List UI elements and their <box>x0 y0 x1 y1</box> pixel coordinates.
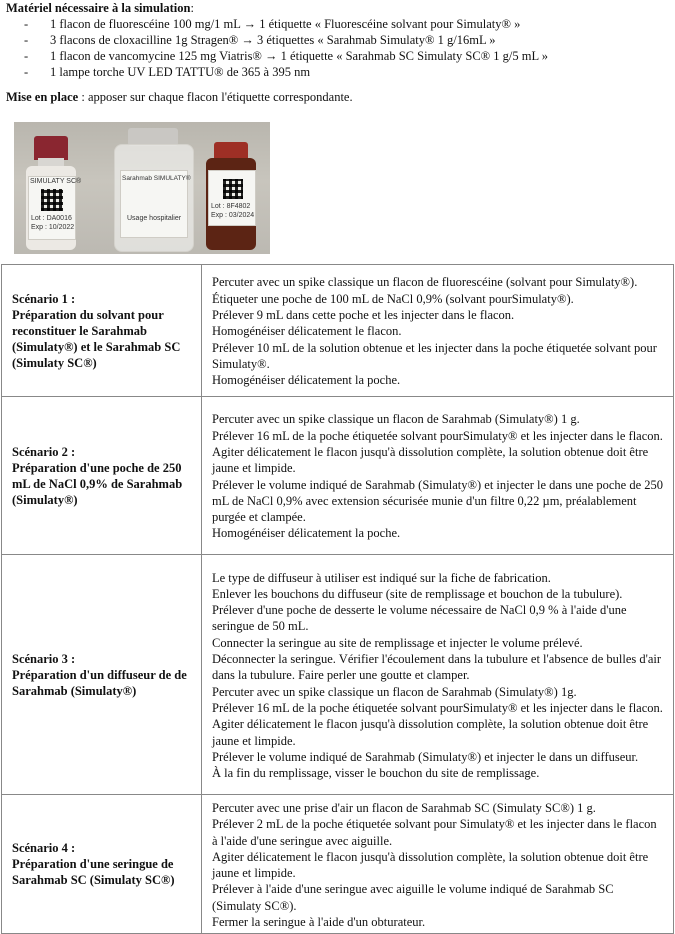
material-text: 1 flacon de vancomycine 125 mg Viatris® → 1 étiquette « Sarahmab SC Simulaty SC® 1 g/5 mL » <box>50 49 549 63</box>
scenario-step: Agiter délicatement le flacon jusqu'à dissolution complète, la solution obtenue doit être jaune et limpide. <box>212 717 649 748</box>
datamatrix-code <box>223 179 243 199</box>
vial-simulaty-sc <box>26 136 82 250</box>
scenario-step: Agiter délicatement le flacon jusqu'à dissolution complète, la solution obtenue doit être jaune et limpide. <box>212 849 649 881</box>
scenario-title-cell <box>2 397 202 555</box>
scenario-step: Prélever 9 mL dans cette poche et les injecter dans le flacon. <box>212 308 515 323</box>
material-text: 1 flacon de fluorescéine 100 mg/1 mL → 1 étiquette « Fluorescéine solvant pour Simulaty® » <box>50 17 521 31</box>
scenario-steps-cell <box>202 265 674 397</box>
scenario-number: Scénario 2 : <box>12 444 76 459</box>
scenario-step: Enlever les bouchons du diffuseur (site de remplissage et bouchon de la tubulure). <box>212 586 623 601</box>
scenario-number: Scénario 3 : <box>12 651 76 666</box>
scenario-step: Le type de diffuseur à utiliser est indiqué sur la fiche de fabrication. <box>212 570 551 585</box>
scenario-step: Percuter avec un spike classique un flacon de fluorescéine (solvant pour Simulaty®). <box>212 275 638 290</box>
scenario-steps-cell <box>202 555 674 795</box>
datamatrix-code <box>41 189 63 211</box>
scenario-step: Prélever d'une poche de desserte le volume nécessaire de NaCl 0,9 % à l'aide d'une seringue de 50 mL. <box>212 603 627 634</box>
list-dash: - <box>24 65 29 79</box>
scenario-step: Percuter avec un spike classique un flacon de Sarahmab (Simulaty®) 1g. <box>212 684 577 699</box>
setup-label: Mise en place <box>6 90 79 104</box>
material-item <box>6 32 666 48</box>
scenario-steps-cell <box>202 795 674 934</box>
scenario-step: Prélever 16 mL de la poche étiquetée solvant pourSimulaty® et les injecter dans le flacon. <box>212 700 663 715</box>
vial-label <box>28 176 82 240</box>
setup-text: : apposer sur chaque flacon l'étiquette correspondante. <box>78 90 353 104</box>
scenario-title-cell <box>2 555 202 795</box>
vial-cap <box>34 136 68 160</box>
scenario-title: Préparation d'une poche de 250 mL de NaCl 0,9% de Sarahmab (Simulaty®) <box>12 460 183 507</box>
scenario-step: Prélever le volume indiqué de Sarahmab (Simulaty®) et injecter le dans une poche de 250 mL de NaCl 0,9% avec extension sécurisée munie d'un filtre 0,22 µm, préalablement purgée et clampée. <box>212 477 664 525</box>
scenario-title-cell <box>2 265 202 397</box>
vials-photo <box>14 122 270 254</box>
scenario-step: Percuter avec une prise d'air un flacon de Sarahmab SC (Simulaty SC®) 1 g. <box>212 801 596 815</box>
vial-label-exp: Exp : 03/2024 <box>211 212 255 219</box>
vial-label-title: SIMULATY SC® <box>30 178 82 185</box>
materials-heading <box>6 0 666 16</box>
list-dash: - <box>24 33 29 47</box>
scenario-step: À la fin du remplissage, visser le bouchon du site de remplissage. <box>212 766 540 781</box>
scenario-row <box>2 265 674 397</box>
material-item <box>6 48 666 64</box>
scenario-row <box>2 555 674 795</box>
scenario-step: Prélever 10 mL de la solution obtenue et les injecter dans la poche étiquetée solvant pour Simulaty®. <box>212 340 657 371</box>
scenario-row <box>2 795 674 934</box>
scenario-step: Prélever 16 mL de la poche étiquetée solvant pourSimulaty® et les injecter dans le flacon. <box>212 428 663 443</box>
scenario-step: Prélever 2 mL de la poche étiquetée solvant pour Simulaty® et les injecter dans le flacon à l'aide d'une seringue avec aiguille. <box>212 817 657 848</box>
scenario-row <box>2 397 674 555</box>
scenario-title: Préparation d'un diffuseur de de Sarahmab (Simulaty®) <box>12 667 187 698</box>
material-item <box>6 16 666 32</box>
scenario-step: Homogénéiser délicatement le flacon. <box>212 324 402 339</box>
material-item <box>6 64 666 80</box>
scenario-step: Homogénéiser délicatement la poche. <box>212 373 401 388</box>
list-dash: - <box>24 49 29 63</box>
vial-label-exp: Exp : 10/2022 <box>31 224 75 231</box>
scenario-step: Homogénéiser délicatement la poche. <box>212 526 401 541</box>
scenario-title: Préparation d'une seringue de Sarahmab SC (Simulaty SC®) <box>12 857 175 888</box>
scenario-step: Déconnecter la seringue. Vérifier l'écoulement dans la tubulure et l'absence de bulles d'air dans la tubulure. Faire perler une goutte et clamper. <box>212 652 662 683</box>
scenario-step: Fermer la seringue à l'aide d'un obturateur. <box>212 915 426 930</box>
scenario-number: Scénario 4 : <box>12 841 76 856</box>
materials-title-suffix: : <box>190 1 194 15</box>
scenario-step: Agiter délicatement le flacon jusqu'à dissolution complète, la solution obtenue doit être jaune et limpide. <box>212 444 649 476</box>
vial-label-lot: Lot : 8F4802 <box>211 203 251 210</box>
materials-section <box>6 0 666 105</box>
vial-label-title: Sarahmab SIMULATY® <box>122 175 191 182</box>
scenario-title-cell <box>2 795 202 934</box>
setup-instruction <box>6 89 666 105</box>
scenario-steps-cell <box>202 397 674 555</box>
scenario-step: Percuter avec un spike classique un flacon de Sarahmab (Simulaty®) 1 g. <box>212 412 580 427</box>
vial-label <box>208 170 256 226</box>
scenario-step: Prélever à l'aide d'une seringue avec aiguille le volume indiqué de Sarahmab SC (Simulaty SC®). <box>212 882 614 913</box>
vial-label <box>120 170 191 238</box>
vial-label-subtitle: Usage hospitalier <box>127 215 182 222</box>
scenario-number: Scénario 1 : <box>12 291 76 306</box>
vial-simulaty-brown <box>206 142 256 250</box>
scenario-step: Étiqueter une poche de 100 mL de NaCl 0,9% (solvant pourSimulaty®). <box>212 291 574 306</box>
scenario-step: Connecter la seringue au site de remplissage et injecter le volume prélevé. <box>212 635 583 650</box>
materials-title: Matériel nécessaire à la simulation <box>6 1 191 15</box>
material-text: 3 flacons de cloxacilline 1g Stragen® → 3 étiquettes « Sarahmab Simulaty® 1 g/16mL » <box>50 33 496 47</box>
scenarios-table <box>1 264 674 934</box>
scenario-title: Préparation du solvant pour reconstituer le Sarahmab (Simulaty®) et le Sarahmab SC (Simulaty SC®) <box>12 307 181 370</box>
scenario-step: Prélever le volume indiqué de Sarahmab (Simulaty®) et injecter le dans un diffuseur. <box>212 749 639 764</box>
materials-list <box>6 16 666 80</box>
material-text: 1 lampe torche UV LED TATTU® de 365 à 395 nm <box>50 65 311 79</box>
vial-label-lot: Lot : DA0016 <box>31 215 72 222</box>
list-dash: - <box>24 17 29 31</box>
vial-simulaty <box>114 128 192 250</box>
